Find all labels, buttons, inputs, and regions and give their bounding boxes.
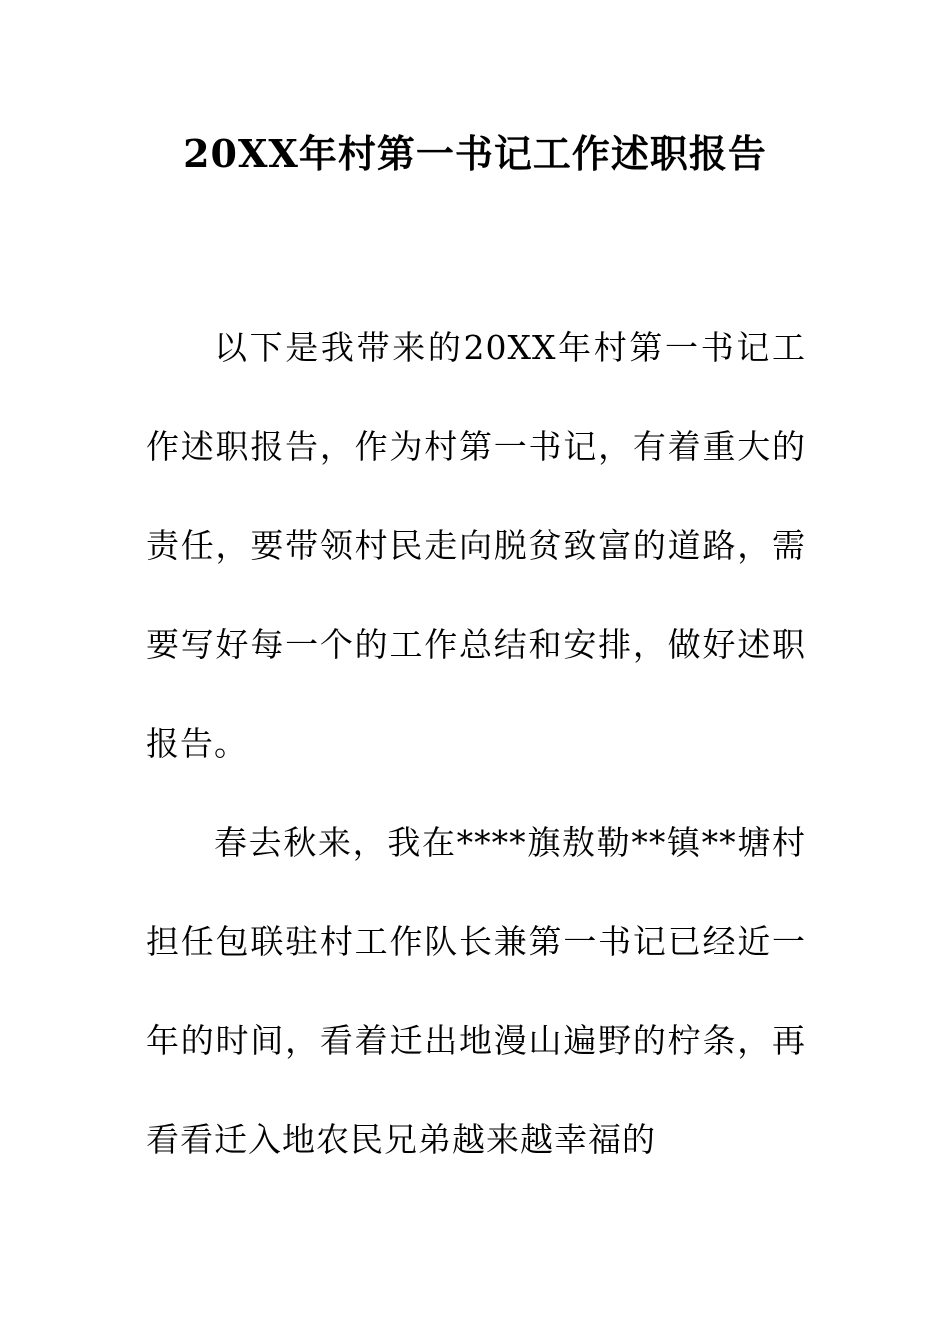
paragraph-work-summary: 春去秋来，我在****旗敖勒**镇**塘村担任包联驻村工作队长兼第一书记已经近一年的时间，看着迁出地漫山遍野的柠条，再看看迁入地农民兄弟越来越幸福的 [146, 823, 806, 1159]
document-body [146, 298, 806, 1189]
document-title: 20XX年村第一书记工作述职报告 [183, 131, 767, 176]
paragraph-intro: 以下是我带来的20XX年村第一书记工作述职报告，作为村第一书记，有着重大的责任，要带领村民走向脱贫致富的道路，需要写好每一个的工作总结和安排，做好述职报告。 [146, 328, 806, 763]
